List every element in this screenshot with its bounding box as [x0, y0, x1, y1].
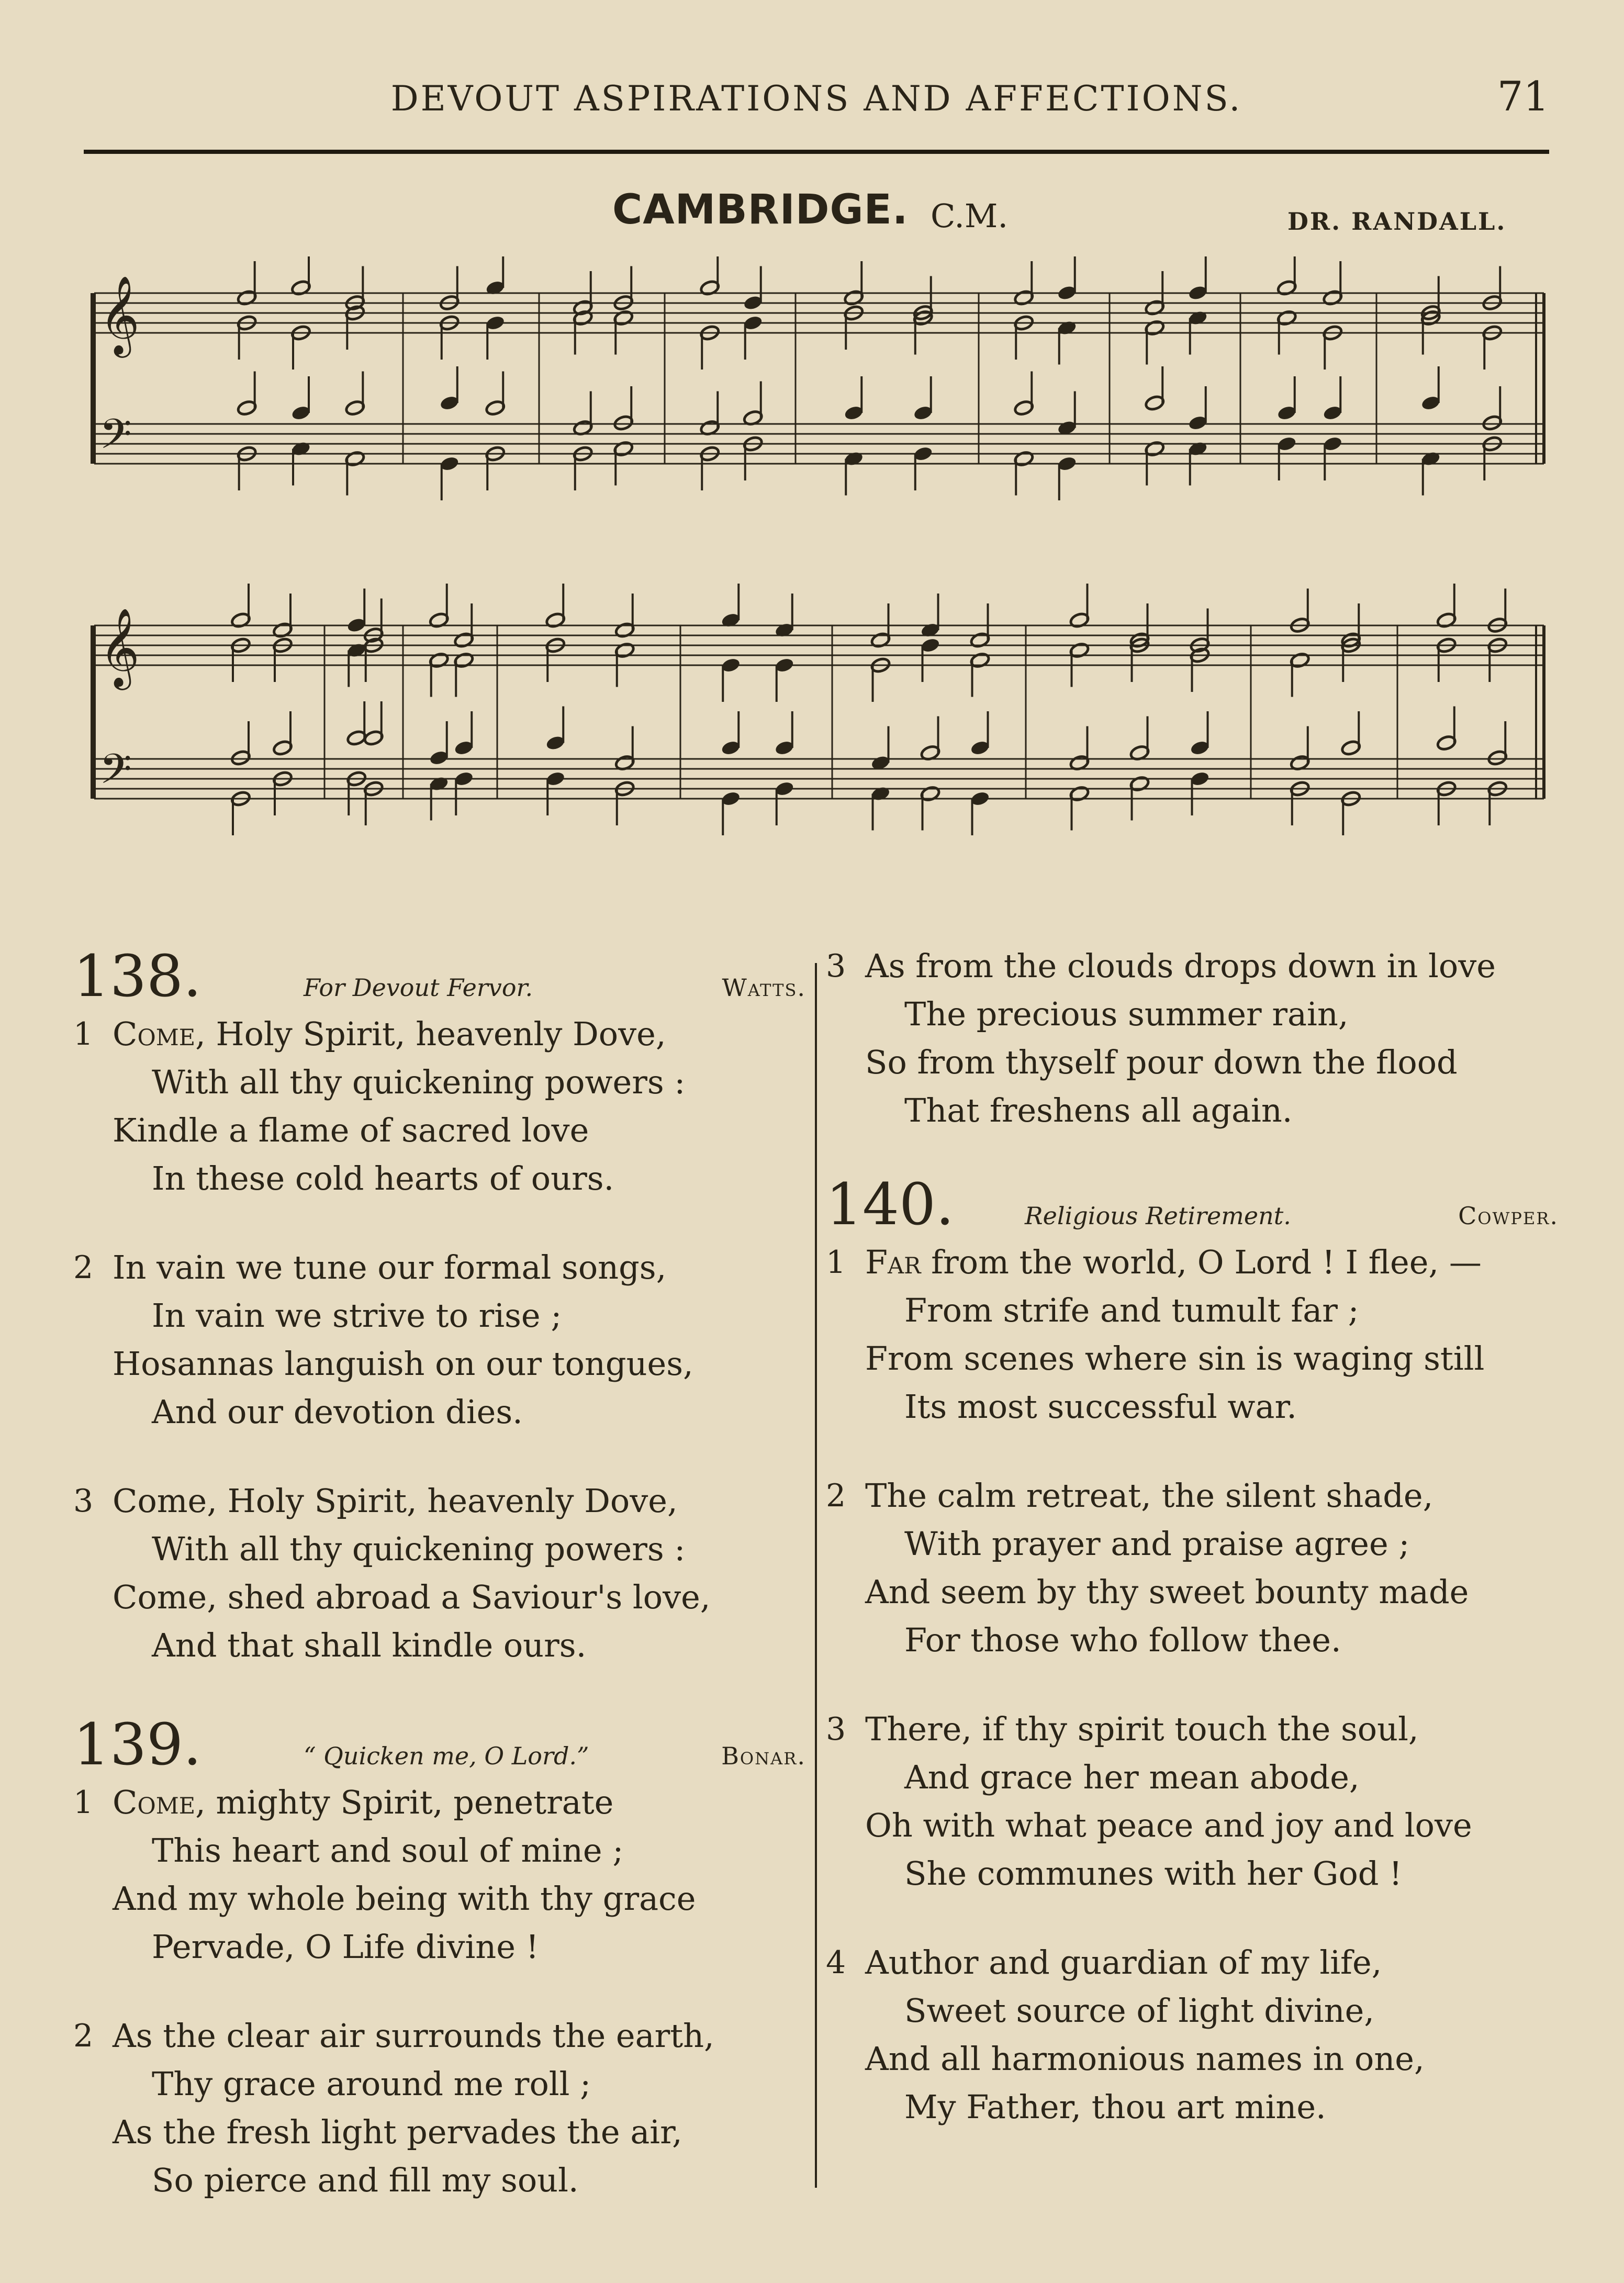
verse-line [826, 1286, 1559, 1335]
stanza-number: 3 [73, 1483, 94, 1519]
verse-line [73, 1058, 806, 1106]
verse-text: Hosannas languish on our tongues, [113, 1345, 693, 1383]
verse-line [826, 1568, 1559, 1616]
verse-line [73, 2060, 806, 2108]
verse-text: With all thy quickening powers : [152, 1530, 686, 1568]
left-column [73, 942, 806, 2245]
stanza [826, 1472, 1559, 1664]
verse-line [73, 1923, 806, 1971]
stanza [826, 1238, 1559, 1431]
verse-text: Kindle a flame of sacred love [113, 1111, 589, 1149]
svg-text:𝄞: 𝄞 [99, 275, 140, 354]
hymn-author: Bonar. [721, 1742, 806, 1770]
stanza [73, 2012, 806, 2204]
verse-line [73, 2108, 806, 2156]
hymn-number: 140. [826, 1171, 954, 1238]
verse-text: Oh with what peace and joy and love [865, 1806, 1472, 1844]
stanza-number: 3 [826, 948, 846, 984]
verse-line [826, 1705, 1559, 1753]
hymn [73, 1710, 806, 2204]
hymn-author: Cowper. [1458, 1202, 1559, 1230]
verse-line [826, 1238, 1559, 1286]
stanza [826, 942, 1559, 1135]
stanza-number: 2 [73, 2018, 94, 2054]
verse-text: As from the clouds drops down in love [865, 947, 1496, 985]
verse-lead-word: Come, [113, 1015, 206, 1053]
music-score [89, 256, 1549, 900]
stanza-number: 4 [826, 1944, 846, 1981]
verse-text: mighty Spirit, penetrate [205, 1783, 614, 1821]
verse-text: Sweet source of light divine, [904, 1991, 1374, 2030]
page-header [84, 73, 1549, 126]
hymn-heading [73, 1710, 806, 1778]
verse-line [826, 1850, 1559, 1898]
tune-title: CAMBRIDGE. [612, 186, 909, 233]
verse-line [73, 1525, 806, 1573]
verse-text: This heart and soul of mine ; [152, 1831, 624, 1870]
page-number: 71 [1497, 73, 1549, 120]
hymn-subtitle: For Devout Fervor. [304, 973, 533, 1002]
verse-text: Author and guardian of my life, [865, 1943, 1382, 1982]
svg-text:𝄢: 𝄢 [99, 410, 132, 468]
verse-text: From strife and tumult far ; [904, 1291, 1359, 1329]
verse-line [73, 1010, 806, 1058]
hymn-number: 139. [73, 1711, 201, 1778]
verse-text: There, if thy spirit touch the soul, [865, 1710, 1419, 1748]
header-rule [84, 150, 1549, 154]
verse-line [826, 2083, 1559, 2131]
verse-text: In vain we strive to rise ; [152, 1296, 562, 1335]
verse-text: And our devotion dies. [152, 1393, 523, 1431]
right-column [826, 942, 1559, 2172]
verse-text: And my whole being with thy grace [113, 1879, 696, 1918]
verse-line [73, 1155, 806, 1203]
hymn-author: Watts. [722, 973, 806, 1002]
stanza-number: 1 [826, 1244, 846, 1281]
stanza-number: 1 [73, 1016, 94, 1053]
verse-line [826, 1939, 1559, 1987]
verse-line [826, 1753, 1559, 1801]
svg-text:𝄢: 𝄢 [99, 745, 132, 803]
verse-line [73, 1778, 806, 1827]
tune-composer: DR. RANDALL. [1287, 207, 1507, 236]
verse-text: So from thyself pour down the flood [865, 1043, 1458, 1081]
hymn [73, 942, 806, 1670]
verse-text: And grace her mean abode, [904, 1758, 1360, 1796]
verse-text: And all harmonious names in one, [865, 2040, 1425, 2078]
stanza-number: 3 [826, 1711, 846, 1748]
verse-line [826, 1335, 1559, 1383]
stanza [73, 1244, 806, 1436]
verse-line [73, 1244, 806, 1292]
verse-text: In these cold hearts of ours. [152, 1159, 614, 1198]
verse-line [73, 1621, 806, 1670]
hymn-number: 138. [73, 943, 201, 1010]
stanza-number: 2 [73, 1249, 94, 1286]
verse-line [73, 1573, 806, 1621]
verse-line [73, 1388, 806, 1436]
svg-text:𝄞: 𝄞 [99, 607, 140, 687]
verse-text: And that shall kindle ours. [152, 1626, 587, 1664]
verse-line [826, 1087, 1559, 1135]
verse-text: Come, Holy Spirit, heavenly Dove, [113, 1482, 678, 1520]
hymn-heading [826, 1170, 1559, 1238]
column-divider [815, 963, 817, 2188]
verse-line [826, 1987, 1559, 2035]
verse-text: Its most successful war. [904, 1387, 1297, 1426]
verse-text: My Father, thou art mine. [904, 2088, 1326, 2126]
verse-lead-word: Far [865, 1243, 921, 1281]
verse-line [826, 990, 1559, 1038]
verse-line [73, 1340, 806, 1388]
verse-line [826, 1616, 1559, 1664]
stanza-number: 2 [826, 1478, 846, 1514]
stanza-number: 1 [73, 1784, 94, 1821]
verse-line [826, 1383, 1559, 1431]
running-head: DEVOUT ASPIRATIONS AND AFFECTIONS. [390, 79, 1242, 119]
tune-meter: C.M. [931, 197, 1009, 235]
verse-line [826, 1520, 1559, 1568]
verse-line [73, 1477, 806, 1525]
verse-text: So pierce and fill my soul. [152, 2161, 579, 2199]
verse-text: As the fresh light pervades the air, [113, 2113, 682, 2151]
verse-line [73, 2012, 806, 2060]
hymn-subtitle: Religious Retirement. [1025, 1202, 1291, 1230]
verse-text: As the clear air surrounds the earth, [113, 2017, 714, 2055]
verse-text: from the world, O Lord ! I flee, — [921, 1243, 1482, 1281]
verse-line [73, 2156, 806, 2204]
verse-text: From scenes where sin is waging still [865, 1339, 1485, 1378]
verse-text: Pervade, O Life divine ! [152, 1928, 539, 1966]
verse-line [826, 2035, 1559, 2083]
verse-text: Holy Spirit, heavenly Dove, [205, 1015, 666, 1053]
verse-text: With all thy quickening powers : [152, 1063, 686, 1101]
verse-line [826, 942, 1559, 990]
hymn-heading [73, 942, 806, 1010]
verse-line [73, 1827, 806, 1875]
stanza [73, 1778, 806, 1971]
verse-text: The calm retreat, the silent shade, [865, 1476, 1433, 1515]
hymn [826, 942, 1559, 1135]
verse-text: She communes with her God ! [904, 1854, 1403, 1893]
hymn [826, 1170, 1559, 2131]
verse-line [826, 1472, 1559, 1520]
verse-lead-word: Come, [113, 1783, 206, 1821]
stanza [73, 1010, 806, 1203]
verse-line [73, 1106, 806, 1155]
hymn-subtitle: “ Quicken me, O Lord.” [304, 1742, 589, 1770]
stanza [826, 1939, 1559, 2131]
verse-line [826, 1038, 1559, 1087]
verse-text: Thy grace around me roll ; [152, 2065, 591, 2103]
verse-text: The precious summer rain, [904, 995, 1349, 1033]
verse-text: In vain we tune our formal songs, [113, 1248, 667, 1286]
verse-text: With prayer and praise agree ; [904, 1525, 1410, 1563]
stanza [73, 1477, 806, 1670]
stanza [826, 1705, 1559, 1898]
verse-text: That freshens all again. [904, 1091, 1293, 1129]
verse-line [826, 1801, 1559, 1850]
verse-text: Come, shed abroad a Saviour's love, [113, 1578, 711, 1616]
verse-text: For those who follow thee. [904, 1621, 1341, 1659]
verse-line [73, 1875, 806, 1923]
verse-text: And seem by thy sweet bounty made [865, 1573, 1469, 1611]
verse-line [73, 1292, 806, 1340]
